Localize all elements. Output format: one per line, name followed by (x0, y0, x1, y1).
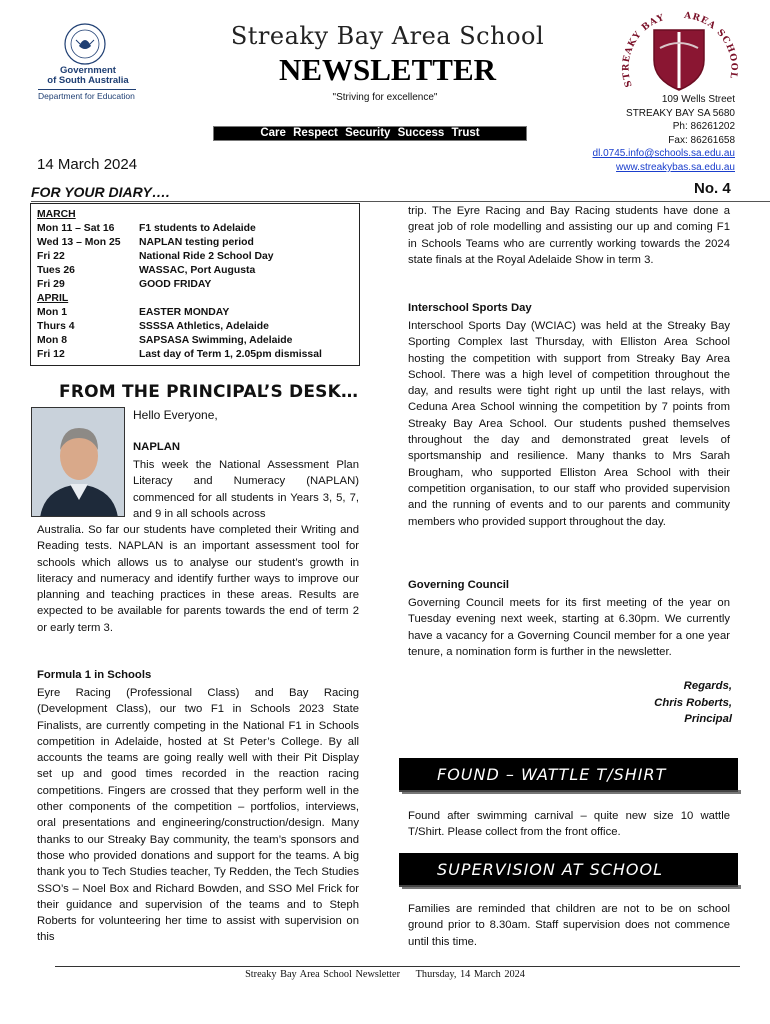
diary-date: Thurs 4 (37, 321, 75, 332)
diary-event: F1 students to Adelaide (139, 223, 256, 234)
formula1-heading: Formula 1 in Schools (37, 669, 152, 681)
diary-date: Fri 22 (37, 251, 65, 262)
diary-row (37, 306, 355, 320)
department-name: Department for Education (38, 91, 135, 101)
email-link[interactable]: dl.0745.info@schools.sa.edu.au (592, 148, 735, 160)
supervision-banner: SUPERVISION AT SCHOOL (399, 853, 738, 887)
shield-text-left: STREAKY BAY (621, 12, 667, 89)
governing-council-heading: Governing Council (408, 579, 510, 591)
issue-date: 14 March 2024 (37, 156, 138, 173)
diary-row (37, 348, 355, 362)
footer (0, 969, 770, 980)
school-motto: "Striving for excellence" (332, 92, 438, 103)
school-name: Streaky Bay Area School (230, 22, 545, 50)
formula1-paragraph: Eyre Racing (Professional Class) and Bay Racing (Development Class), our two F1 in Schools 2023 State Finalists, are currently competing in the National F1 in Schools competition in Adelaide, hosted at St Peter’s College. By all accounts the teams are going really well with their Pit Display set up and good times recorded in the reaction racing competitions. Fingers are crossed that they perform well in the other components of the competition – portfolios, interviews, oral presentations and engineering/construction/design. Many thanks to our Streaky Bay community, the team’s sponsors and those who provided donations and support for the teams. A big thank you to Tech Studies teacher, Ty Redden, the Tech Studies SSO’s – Noel Box and Richard Bowden, and SSO Mel Frick for their guidance and supervision of the teams and to Steph Roberts for volunteering her time to assist with supervision on this (37, 687, 359, 944)
gov-line-2: of South Australia (47, 75, 129, 86)
diary-event: NAPLAN testing period (139, 237, 254, 248)
diary-heading: FOR YOUR DIARY…. (31, 184, 170, 200)
sports-day-heading: Interschool Sports Day (408, 302, 532, 314)
principal-heading: FROM THE PRINCIPAL’S DESK… (59, 382, 359, 402)
naplan-paragraph: This week the National Assessment Plan Literacy and Numeracy (NAPLAN) commenced for all students in Years 3, 5, 7, and 9 in all schools across (133, 459, 359, 520)
crest-icon (62, 22, 108, 66)
school-values-bar: Care Respect Security Success Trust (213, 126, 527, 141)
diary-date: Fri 29 (37, 279, 65, 290)
diary-row (37, 222, 355, 236)
signoff-title: Principal (684, 713, 732, 725)
diary-event: SAPSASA Swimming, Adelaide (139, 335, 293, 346)
diary-month: MARCH (37, 209, 76, 220)
address-town: STREAKY BAY SA 5680 (626, 107, 735, 119)
diary-month: APRIL (37, 293, 69, 304)
shield-text-right: AREA SCHOOL (683, 10, 739, 80)
divider (38, 89, 136, 90)
address-street: 109 Wells Street (661, 94, 735, 105)
diary-row (37, 334, 355, 348)
diary-event: EASTER MONDAY (139, 307, 230, 318)
gov-line-1: Government (60, 65, 116, 76)
formula1-paragraph-continued: trip. The Eyre Racing and Bay Racing students have done a great job of role modelling and assisting our up and coming F1 in Schools Teams who are currently working towards the 2024 state finals at the Royal Adelaide Show in term 3. (408, 205, 730, 266)
diary-date: Mon 11 – Sat 16 (37, 223, 115, 234)
naplan-heading: NAPLAN (133, 441, 181, 453)
footer-divider (55, 966, 740, 967)
diary-row (37, 278, 355, 292)
diary-event: GOOD FRIDAY (139, 279, 212, 290)
diary-event: SSSSA Athletics, Adelaide (139, 321, 269, 332)
naplan-paragraph-continued: Australia. So far our students have completed their Writing and Reading tests. NAPLAN is an important assessment tool for schools which allows us to analyse our student’s growth in literacy and numeracy and identify further ways to improve our planning and teaching practices in these areas. Results are expected to be available for parents towards the end of term 2 or early term 3. (37, 524, 359, 634)
greeting: Hello Everyone, (133, 408, 218, 422)
diary-event: WASSAC, Port Augusta (139, 265, 256, 276)
diary-event: National Ride 2 School Day (139, 251, 274, 262)
diary-date: Mon 1 (37, 307, 68, 318)
signoff-regards: Regards, (683, 680, 732, 692)
government-name (38, 66, 138, 86)
diary-row (37, 320, 355, 334)
address-phone: Ph: 86261202 (672, 121, 735, 133)
diary-date: Mon 8 (37, 335, 68, 346)
footer-right: Thursday, 14 March 2024 (415, 969, 525, 980)
diary-date: Fri 12 (37, 349, 65, 360)
issue-number: No. 4 (694, 180, 731, 197)
governing-council-paragraph: Governing Council meets for its first meeting of the year on Tuesday evening next week, starting at 6.30pm. We currently have a vacancy for a Governing Council member for a one year tenure, a nomination form is further in the newsletter. (408, 597, 730, 658)
signoff-name: Chris Roberts, (654, 696, 732, 709)
website-link[interactable]: www.streakybas.sa.edu.au (616, 161, 735, 173)
found-banner: FOUND – WATTLE T/SHIRT (399, 758, 738, 792)
diary-date: Tues 26 (37, 265, 75, 276)
diary-event: Last day of Term 1, 2.05pm dismissal (139, 349, 322, 360)
divider (31, 201, 770, 202)
school-address (593, 93, 735, 175)
school-shield-icon (610, 8, 746, 92)
diary-box (30, 203, 360, 366)
address-fax: Fax: 86261658 (668, 134, 735, 146)
newsletter-title: NEWSLETTER (278, 52, 497, 87)
diary-row (37, 236, 355, 250)
principal-photo (31, 407, 125, 517)
supervision-paragraph: Families are reminded that children are not to be on school ground prior to 8.30am. Staff supervision does not commence until this time. (408, 903, 730, 948)
found-paragraph: Found after swimming carnival – quite new size 10 wattle T/Shirt. Please collect from the front office. (408, 810, 730, 839)
sports-day-paragraph: Interschool Sports Day (WCIAC) was held at the Streaky Bay Sporting Complex last Thursday, with Elliston Area School hosting the competition with support from Streaky Bay Area School. There was a high level of competition throughout the day, and results were tight right up until the last relays, with Ceduna Area School winning the competition by 7 points from Streaky Bay Area School. Our students pushed themselves throughout the day and demonstrated great levels of sportsmanship and resilience. Many thanks to Mrs Sarah Brougham, who supported Elliston Area School with their competition organisation, to our staff who provided supervision and the running of events and to our parents and community members who provided support throughout the day. (408, 320, 730, 528)
principal-signoff (654, 678, 732, 728)
diary-row (37, 250, 355, 264)
person-icon (32, 408, 125, 517)
footer-left: Streaky Bay Area School Newsletter (245, 969, 401, 980)
diary-row (37, 264, 355, 278)
diary-date: Wed 13 – Mon 25 (37, 237, 121, 248)
